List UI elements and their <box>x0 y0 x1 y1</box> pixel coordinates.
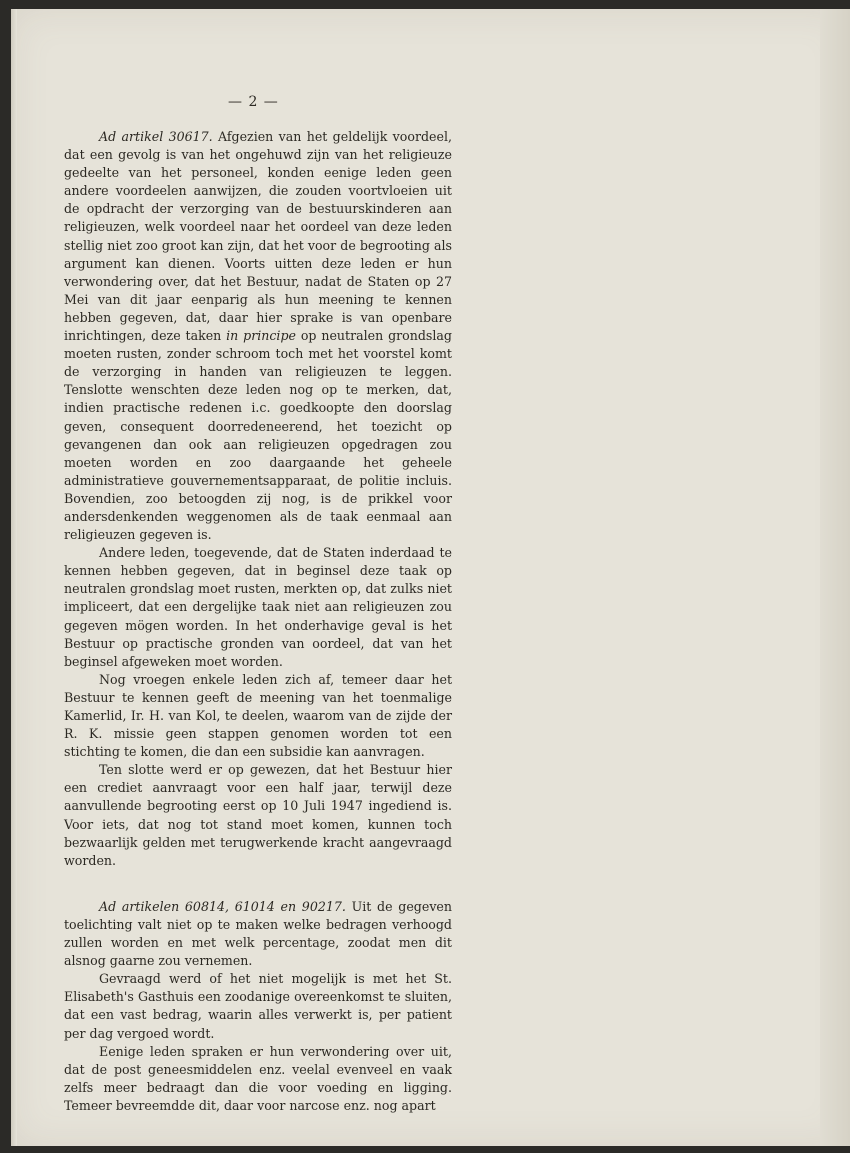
paragraph-eenige-leden: Eenige leden spraken er hun verwondering over uit, dat de post geneesmiddelen enz. veelal evenveel en vaak zelfs meer bedraagt dan die voor voeding en ligging. Temeer bevreemdde dit, daar voor narcose enz. nog apart <box>64 1043 452 1113</box>
page-number: — 2 — <box>228 94 279 110</box>
paragraph-gevraagd-werd: Gevraagd werd of het niet mogelijk is met het St. Elisabeth's Gasthuis een zoodanige overeenkomst te sluiten, dat een vast bedrag, waarin alles verwerkt is, per patient per dag vergoed wordt. <box>64 971 452 1041</box>
paragraph-nog-vroegen: Nog vroegen enkele leden zich af, temeer daar het Bestuur te kennen geeft de meening van het toenmalige Kamerlid, Ir. H. van Kol, te deelen, waarom van de zijde der R. K. missie geen stappen genomen worden tot een stichting te komen, die dan een subsidie kan aanvragen. <box>64 671 452 760</box>
document-body <box>64 128 452 1115</box>
paper-right-edge <box>820 9 850 1146</box>
article-heading: Ad artikel 30617. <box>99 129 213 144</box>
article-heading: Ad artikelen 60814, 61014 en 90217. <box>99 898 346 914</box>
paragraph-ad-artikelen: Ad artikelen 60814, 61014 en 90217. Uit de gegeven toelichting valt niet op te maken welke bedragen verhoogd zullen worden en met welk percentage, zoodat men dit alsnog gaarne zou vernemen. <box>64 898 452 969</box>
paragraph-ten-slotte: Ten slotte werd er op gewezen, dat het Bestuur hier een crediet aanvraagt voor een half jaar, terwijl deze aanvullende begrooting eerst op 10 Juli 1947 ingediend is. Voor iets, dat nog tot stand moet komen, kunnen toch bezwaarlijk gelden met terugwerkende kracht aangevraagd worden. <box>64 762 452 868</box>
paper-left-edge <box>11 9 17 1146</box>
paragraph-ad-artikel-30617: Ad artikel 30617. Afgezien van het geldelijk voordeel, dat een gevolg is van het ongehuwd zijn van het religieuze gedeelte van het personeel, konden eenige leden geen andere voordeelen aanwijzen, die zouden voortvloeien uit de opdracht der verzorging van de bestuurskinderen aan religieuzen, welk voordeel naar het oordeel van deze leden stellig niet zoo groot kan zijn, dat het voor de begrooting als argument kan dienen. Voorts uitten deze leden er hun verwondering over, dat het Bestuur, nadat de Staten op 27 Mei van dit jaar eenparig als hun meening te kennen hebben gegeven, dat, daar hier sprake is van openbare inrichtingen, deze taken in principe op neutralen grondslag moeten rusten, zonder schroom toch met het voorstel komt de verzorging in handen van religieuzen te leggen. Tenslotte wenschten deze leden nog op te merken, dat, indien practische redenen i.c. goedkoopte den doorslag geven, consequent doorredeneerend, het toezicht op gevangenen dan ook aan religieuzen opgedragen zou moeten worden en zoo daargaande het geheele administratieve gouvernementsapparaat, de politie incluis. Bovendien, zoo betoogden zij nog, is de prikkel voor andersdenkenden weggenomen als de taak eenmaal aan religieuzen gegeven is. <box>64 129 452 543</box>
emphasis-in-principe: in principe <box>226 328 296 344</box>
paragraph-andere-leden: Andere leden, toegevende, dat de Staten inderdaad te kennen hebben gegeven, dat in beginsel deze taak op neutralen grondslag moet rusten, merkten op, dat zulks niet impliceert, dat een dergelijke taak niet aan religieuzen zou gegeven mögen worden. In het onderhavige geval is het Bestuur op practische gronden van oordeel, dat van het beginsel afgeweken moet worden. <box>64 545 452 669</box>
